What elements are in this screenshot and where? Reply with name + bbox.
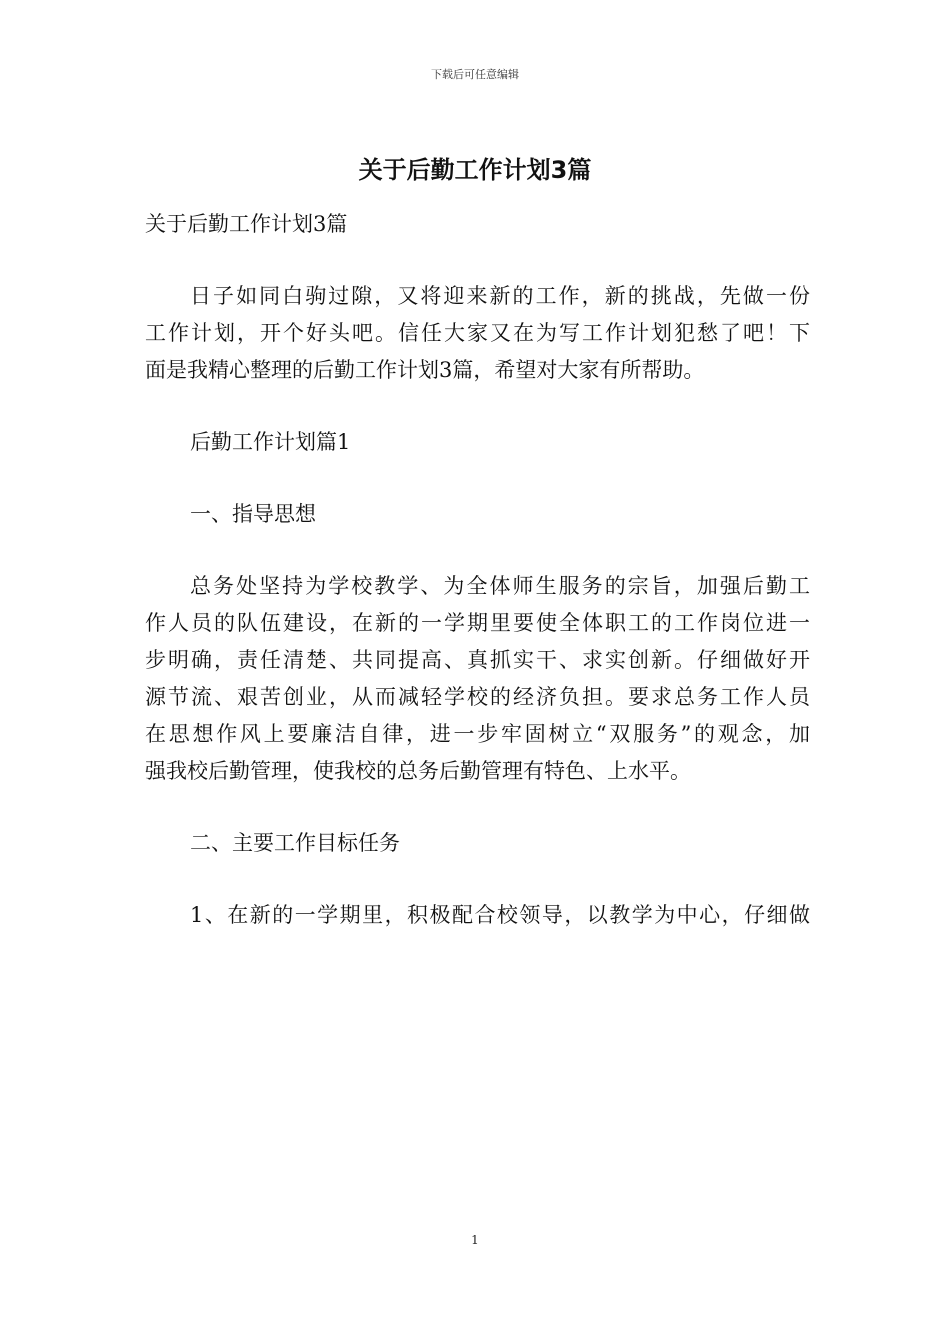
paragraph-line: 源节流、艰苦创业，从而减轻学校的经济负担。要求总务工作人员 bbox=[145, 685, 810, 709]
intro-paragraph bbox=[145, 278, 810, 389]
paragraph-line: 工作计划，开个好头吧。信任大家又在为写工作计划犯愁了吧！下 bbox=[145, 321, 810, 345]
paragraph-line: 在思想作风上要廉洁自律，进一步牢固树立“双服务”的观念，加 bbox=[145, 722, 810, 746]
paragraph-line: 总务处坚持为学校教学、为全体师生服务的宗旨，加强后勤工 bbox=[190, 574, 810, 598]
header-note: 下载后可任意编辑 bbox=[431, 68, 519, 81]
document-subtitle: 关于后勤工作计划3篇 bbox=[145, 212, 348, 236]
document-body bbox=[145, 206, 810, 969]
paragraph-line: 日子如同白驹过隙，又将迎来新的工作，新的挑战，先做一份 bbox=[190, 284, 810, 308]
part-heading: 后勤工作计划篇1 bbox=[190, 430, 351, 454]
paragraph-line: 强我校后勤管理，使我校的总务后勤管理有特色、上水平。 bbox=[145, 759, 691, 783]
task-item-paragraph bbox=[145, 897, 810, 934]
guiding-ideology-paragraph bbox=[145, 568, 810, 790]
section-heading-guiding-ideology: 一、指导思想 bbox=[190, 502, 316, 526]
paragraph-line: 作人员的队伍建设，在新的一学期里要使全体职工的工作岗位进一 bbox=[145, 611, 810, 635]
document-title: 关于后勤工作计划3篇 bbox=[358, 156, 592, 184]
paragraph-line: 1、在新的一学期里，积极配合校领导，以教学为中心，仔细做 bbox=[190, 903, 810, 927]
paragraph-line: 步明确，责任清楚、共同提高、真抓实干、求实创新。仔细做好开 bbox=[145, 648, 810, 672]
paragraph-line: 面是我精心整理的后勤工作计划3篇，希望对大家有所帮助。 bbox=[145, 358, 705, 382]
page-number: 1 bbox=[471, 1233, 479, 1247]
section-heading-main-tasks: 二、主要工作目标任务 bbox=[190, 831, 400, 855]
